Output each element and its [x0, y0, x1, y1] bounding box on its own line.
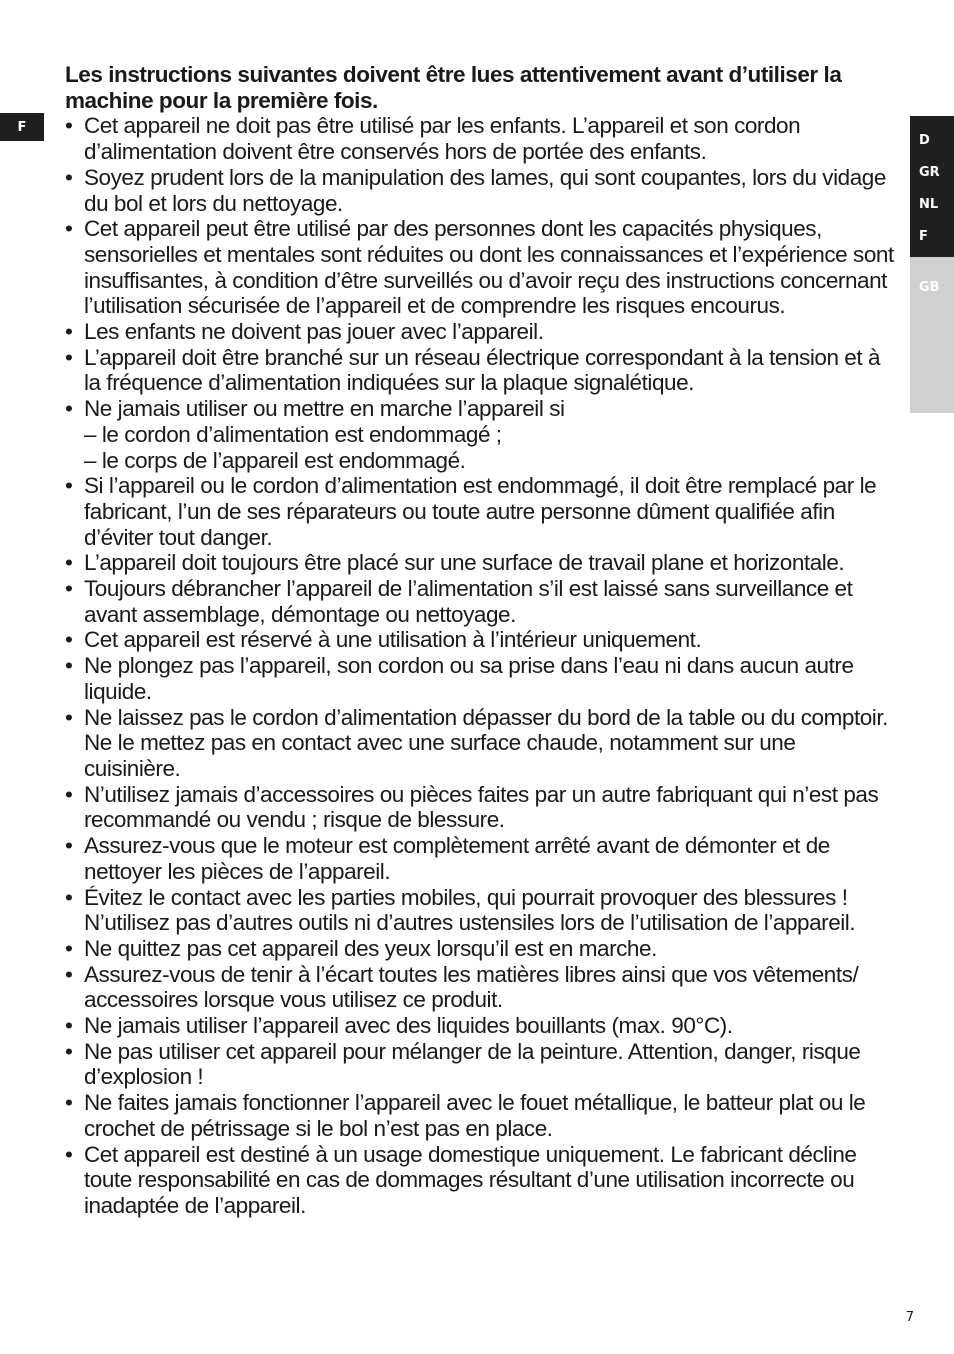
instruction-text: Cet appareil est réservé à une utilisation à l’intérieur uniquement.: [84, 627, 702, 653]
instruction-text: Si l’appareil ou le cordon d’alimentation est endommagé, il doit être remplacé par le fabricant, l’un de ses réparateurs ou toute autre personne dûment qualifiée afin d’éviter tout danger.: [84, 473, 877, 550]
instruction-item: [65, 319, 895, 345]
instruction-text: Ne faites jamais fonctionner l’appareil avec le fouet métallique, le batteur plat ou le crochet de pétrissage si le bol n’est pas en place.: [84, 1090, 866, 1141]
instruction-text: Évitez le contact avec les parties mobiles, qui pourrait provoquer des blessures ! N’utilisez pas d’autres outils ni d’autres ustensiles lors de l’utilisation de l’appareil.: [84, 884, 856, 936]
instruction-item: [65, 576, 895, 627]
instruction-text: Ne jamais utiliser ou mettre en marche l’appareil si: [84, 396, 565, 422]
language-tab-nl[interactable]: NL: [919, 197, 939, 212]
instruction-text: Ne quittez pas cet appareil des yeux lorsqu’il est en marche.: [84, 935, 657, 961]
instructions-list: [65, 113, 895, 1218]
language-tab-d[interactable]: D: [919, 133, 930, 148]
instruction-subitem: – le corps de l’appareil est endommagé.: [84, 447, 466, 473]
instruction-text: Ne pas utiliser cet appareil pour mélanger de la peinture. Attention, danger, risque d’explosion !: [84, 1038, 861, 1090]
instruction-item: [65, 1090, 895, 1141]
instruction-item: [65, 1039, 895, 1090]
instruction-item: [65, 833, 895, 884]
instruction-text: N’utilisez jamais d’accessoires ou pièces faites par un autre fabriquant qui n’est pas recommandé ou vendu ; risque de blessure.: [84, 781, 879, 833]
instruction-text: L’appareil doit être branché sur un réseau électrique correspondant à la tension et à la fréquence d’alimentation indiquées sur la plaque signalétique.: [84, 344, 881, 396]
instruction-item: [65, 936, 895, 962]
instruction-item: [65, 1013, 895, 1039]
instruction-item: [65, 216, 895, 319]
instruction-item: [65, 653, 895, 704]
page-number: 7: [905, 1310, 914, 1325]
instruction-item: [65, 1142, 895, 1219]
instruction-subitem: – le cordon d’alimentation est endommagé ;: [84, 421, 502, 447]
instruction-text: Toujours débrancher l’appareil de l’alimentation s’il est laissé sans surveillance et avant assemblage, démontage ou nettoyage.: [84, 576, 853, 627]
instruction-text: Assurez-vous que le moteur est complètement arrêté avant de démonter et de nettoyer les pièces de l’appareil.: [84, 833, 830, 884]
instruction-item: [65, 396, 895, 473]
instruction-item: [65, 345, 895, 396]
instruction-item: [65, 113, 895, 164]
instruction-item: [65, 885, 895, 936]
instructions-heading: Les instructions suivantes doivent être lues attentivement avant d’utiliser la machine pour la première fois.: [65, 62, 842, 113]
language-tabs: [910, 116, 954, 413]
instruction-text: L’appareil doit toujours être placé sur une surface de travail plane et horizontale.: [84, 550, 845, 576]
instruction-text: Soyez prudent lors de la manipulation des lames, qui sont coupantes, lors du vidage du bol et lors du nettoyage.: [84, 164, 886, 216]
instruction-text: Cet appareil est destiné à un usage domestique uniquement. Le fabricant décline toute responsabilité en cas de dommages résultant d’une utilisation incorrecte ou inadaptée de l’appareil.: [84, 1141, 857, 1218]
instruction-text: Cet appareil ne doit pas être utilisé par les enfants. L’appareil et son cordon d’alimentation doivent être conservés hors de portée des enfants.: [84, 113, 801, 165]
instruction-text: Les enfants ne doivent pas jouer avec l’appareil.: [84, 319, 544, 345]
language-tabs-inactive-group: [910, 257, 954, 413]
instruction-text: Ne plongez pas l’appareil, son cordon ou sa prise dans l’eau ni dans aucun autre liquide.: [84, 653, 854, 704]
instruction-text: Cet appareil peut être utilisé par des personnes dont les capacités physiques, sensorielles et mentales sont réduites ou dont les connaissances et l’expérience sont insuffisantes, à condition d’être surveillés ou d’avoir reçu des instructions concernant l’utilisation sécurisée de l’appareil et de comprendre les risques encourus.: [84, 216, 894, 319]
instruction-item: [65, 782, 895, 833]
language-tab-f[interactable]: F: [919, 229, 928, 244]
instruction-item: [65, 165, 895, 216]
language-tab-gb[interactable]: GB: [919, 280, 940, 295]
safety-instructions: [65, 62, 895, 1219]
language-tabs-active-group: [910, 116, 954, 257]
instruction-item: [65, 962, 895, 1013]
instruction-item: [65, 473, 895, 550]
language-tab-gr[interactable]: GR: [919, 165, 940, 180]
instruction-item: [65, 550, 895, 576]
instruction-item: [65, 705, 895, 782]
language-tab-f-left: F: [0, 113, 44, 141]
instruction-item: [65, 627, 895, 653]
instruction-text: Assurez-vous de tenir à l’écart toutes les matières libres ainsi que vos vêtements/ accessoires lorsque vous utilisez ce produit.: [84, 961, 859, 1013]
instruction-text: Ne jamais utiliser l’appareil avec des liquides bouillants (max. 90°C).: [84, 1013, 733, 1039]
instruction-text: Ne laissez pas le cordon d’alimentation dépasser du bord de la table ou du comptoir. Ne le mettez pas en contact avec une surface chaude, notamment sur une cuisinière.: [84, 704, 888, 781]
